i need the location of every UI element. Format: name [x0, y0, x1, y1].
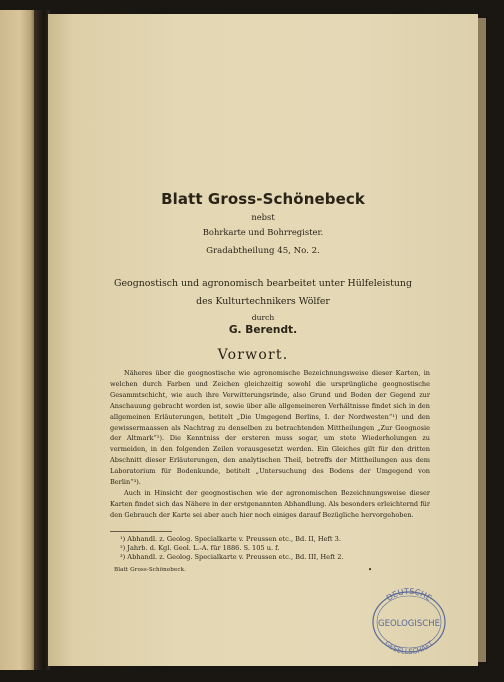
footnote-3: ³) Abhandl. z. Geolog. Specialkarte v. Preussen etc., Bd. III, Heft 2. [120, 553, 344, 561]
page-title: Blatt Gross-Schönebeck [161, 190, 365, 208]
durch-label: durch [251, 313, 275, 322]
footer-mark: • [368, 566, 373, 574]
description-line-1: Geognostisch und agronomisch bearbeitet unter Hülfeleistung [114, 278, 412, 289]
stamp-text-middle: GEOLOGISCHE [378, 619, 440, 629]
paragraph-1: Näheres über die geognostische wie agronomische Bezeichnungsweise dieser Karten, in welchen durch Farben und Zeichen gleichzeitig sowohl die ursprüngliche geognostische Gesammtschicht, wie auch ihre Verwitterungsrinde, also Grund und Boden der Gegend zur Anschauung gebracht worden ist, sowie über alle allgemeineren Verhältnisse findet sich in den allgemeinen Erläuterungen, betitelt „Die Umgegend Berlins, I. der Nordwesten“¹) und den gewissermaassen als Nachtrag zu denselben zu betrachtenden Mittheilungen „Zur Geognosie der Altmark“²). Die Kenntniss der ersteren muss sogar, um stete Wiederholungen zu vermeiden, in den folgenden Zeilen vorausgesetzt werden. Ein Gleiches gilt für den dritten Abschnitt dieser Erläuterungen, den analytischen Theil, betreffs der Mittheilungen aus dem Laboratorium für Bodenkunde, betitelt „Untersuchung des Bodens der Umgegend von Berlin“³). [110, 369, 430, 487]
description-line-2: des Kulturtechnikers Wölfer [196, 296, 330, 307]
footnote-divider [110, 531, 172, 532]
footnote-1: ¹) Abhandl. z. Geolog. Specialkarte v. Preussen etc., Bd. II, Heft 3. [120, 535, 341, 543]
body-text [110, 368, 430, 521]
page-footer: Blatt Gross-Schönebeck. [114, 567, 186, 573]
subtitle-bohrkarte: Bohrkarte und Bohrregister. [202, 227, 324, 237]
author-name: G. Berendt. [228, 324, 298, 336]
section-heading: Vorwort. [217, 347, 289, 363]
document-page [48, 14, 478, 666]
stamp-text-top: DEUTSCHE [384, 586, 434, 603]
paragraph-2: Auch in Hinsicht der geognostischen wie der agronomischen Bezeichnungsweise dieser Karten findet sich das Nähere in der erstgenannten Abhandlung. Als besonders erleichternd für den Gebrauch der Karte sei aber auch hier noch einiges darauf Bezügliche hervorgehoben. [110, 488, 430, 519]
footnote-2: ²) Jahrb. d. Kgl. Geol. L.-A. für 1886. S. 105 u. f. [120, 544, 280, 552]
library-stamp [370, 584, 448, 654]
gradabtheilung-line: Gradabtheilung 45, No. 2. [206, 246, 320, 256]
stamp-text-bottom: GESELLSCHAFT [383, 639, 435, 654]
page-right-edge [478, 18, 486, 662]
previous-page-edge [0, 10, 36, 670]
subtitle-nebst: nebst [251, 212, 275, 222]
